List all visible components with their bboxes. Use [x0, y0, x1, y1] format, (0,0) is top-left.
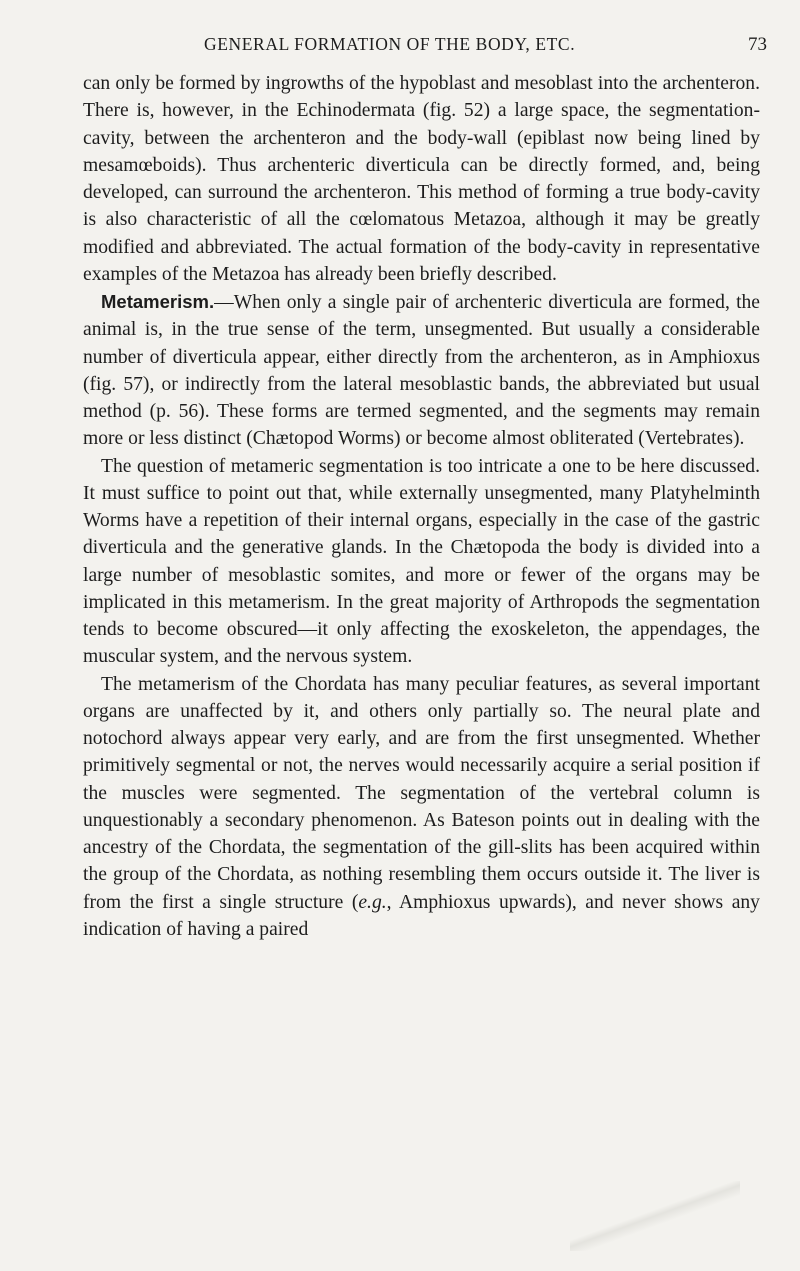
paragraph-text: , Amphioxus upwards), and never shows any indication of having a paired [83, 891, 760, 940]
paragraph-metamerism [83, 288, 760, 453]
body-text [83, 70, 760, 943]
paragraph-text: can only be formed by ingrowths of the hypoblast and mesoblast into the archenteron. There is, however, in the Echinodermata (fig. 52) a large space, the segmentation-cavity, between the archenteron and the body-wall (epiblast now being lined by mesamœboids). Thus archenteric diverticula can be directly formed, and, being developed, can surround the archenteron. This method of forming a true body-cavity is also characteristic of all the cœlomatous Metazoa, although it may be greatly modified and abbreviated. The actual formation of the body-cavity in representative examples of the Metazoa has already been briefly described. [83, 73, 760, 285]
italic-eg: e.g. [358, 891, 387, 913]
paragraph-3 [83, 453, 760, 671]
page-number: 73 [748, 34, 767, 55]
paragraph-4 [83, 671, 760, 944]
scan-artifact [570, 1181, 740, 1251]
paragraph-text: —When only a single pair of archenteric diverticula are formed, the animal is, in the true sense of the term, unsegmented. But usually a considerable number of diverticula appear, either directly from the archenteron, as in Amphioxus (fig. 57), or indirectly from the lateral mesoblastic bands, the abbreviated but usual method (p. 56). These forms are termed segmented, and the segments may remain more or less distinct (Chætopod Worms) or become almost obliterated (Vertebrates). [83, 292, 760, 450]
paragraph-text: The metamerism of the Chordata has many peculiar features, as several important organs are unaffected by it, and others only partially so. The neural plate and notochord always appear very early, and are from the first unsegmented. Whether primitively segmental or not, the nerves would necessarily acquire a serial position if the muscles were segmented. The segmentation of the vertebral column is unquestionably a secondary phenomenon. As Bateson points out in dealing with the ancestry of the Chordata, the segmentation of the gill-slits has been acquired within the group of the Chordata, as nothing resembling them occurs outside it. The liver is from the first a single structure ( [83, 673, 760, 913]
page-header [0, 34, 800, 64]
paragraph-1 [83, 70, 760, 288]
paragraph-text: The question of metameric segmentation is too intricate a one to be here discussed. It must suffice to point out that, while externally unsegmented, many Platyhelminth Worms have a repetition of their internal organs, especially in the case of the gastric diverticula and the generative glands. In the Chætopoda the body is divided into a large number of mesoblastic somites, and more or fewer of the organs may be implicated in this metamerism. In the great majority of Arthropods the segmentation tends to become obscured—it only affecting the exoskeleton, the appendages, the muscular system, and the nervous system. [83, 455, 760, 668]
running-head: GENERAL FORMATION OF THE BODY, ETC. [204, 34, 576, 54]
section-heading: Metamerism. [101, 291, 215, 312]
